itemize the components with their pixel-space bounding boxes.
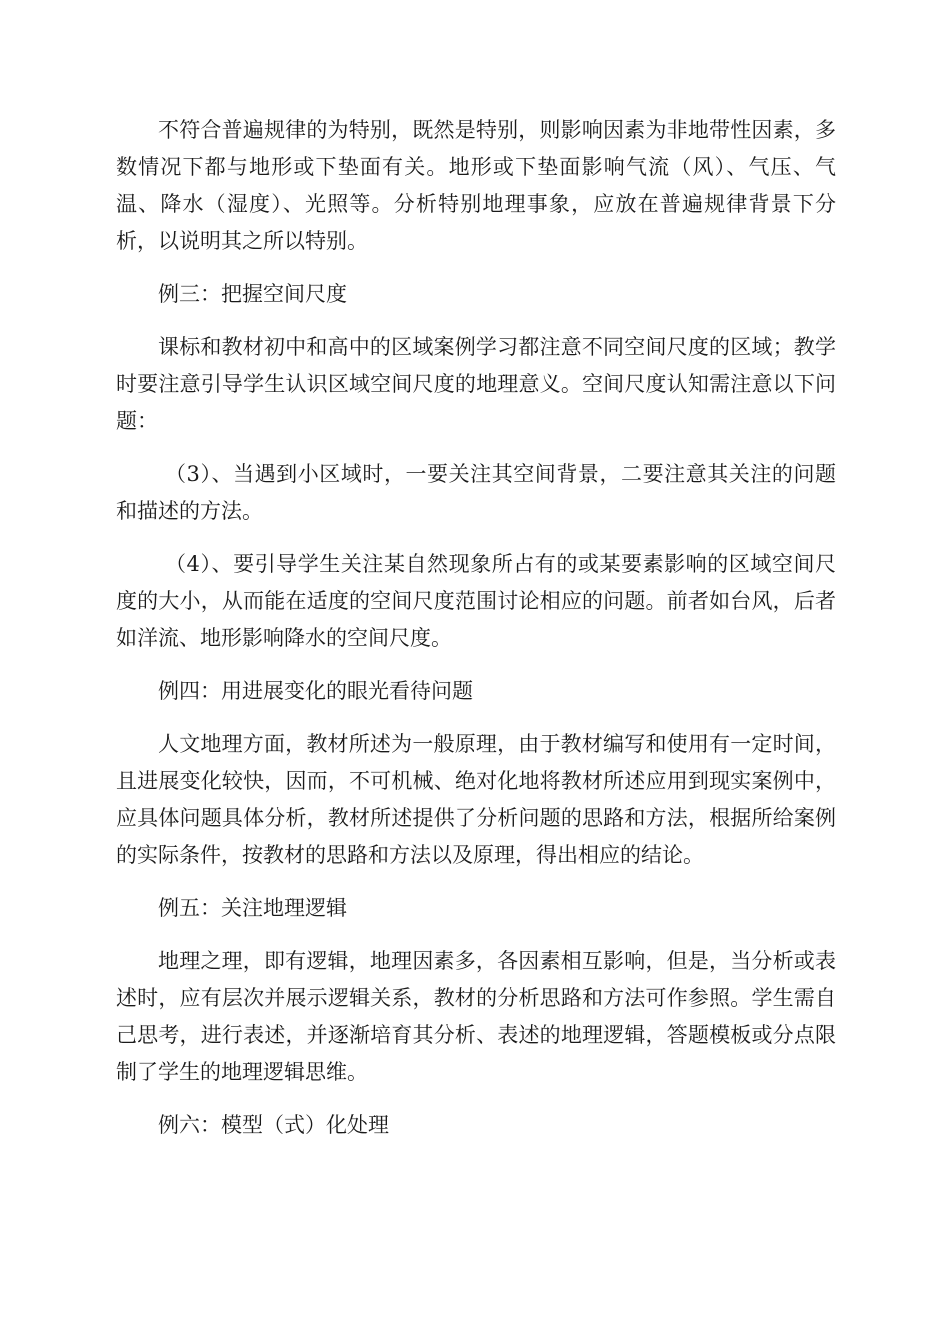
heading-example-4: 例四：用进展变化的眼光看待问题	[158, 679, 473, 703]
document-page	[116, 112, 836, 1144]
paragraph-geographic-logic: 地理之理，即有逻辑，地理因素多，各因素相互影响，但是，当分析或表述时，应有层次并展示逻辑关系，教材的分析思路和方法可作参照。学生需自己思考，进行表述，并逐渐培育其分析、表述的地理逻辑，答题模板或分点限制了学生的地理逻辑思维。	[116, 949, 836, 1084]
heading-example-3: 例三：把握空间尺度	[158, 282, 347, 306]
heading-example-6: 例六：模型（式）化处理	[158, 1113, 389, 1137]
paragraph-human-geography: 人文地理方面，教材所述为一般原理，由于教材编写和使用有一定时间，且进展变化较快，因而，不可机械、绝对化地将教材所述应用到现实案例中，应具体问题具体分析，教材所述提供了分析问题的思路和方法，根据所给案例的实际条件，按教材的思路和方法以及原理，得出相应的结论。	[116, 732, 836, 867]
list-item-3: （3）、当遇到小区域时，一要关注其空间背景，二要注意其关注的问题和描述的方法。	[116, 462, 836, 523]
paragraph-spatial-scale: 课标和教材初中和高中的区域案例学习都注意不同空间尺度的区域；教学时要注意引导学生认识区域空间尺度的地理意义。空间尺度认知需注意以下问题：	[116, 335, 836, 433]
list-item-4: （4）、要引导学生关注某自然现象所占有的或某要素影响的区域空间尺度的大小，从而能在适度的空间尺度范围讨论相应的问题。前者如台风，后者如洋流、地形影响降水的空间尺度。	[116, 552, 836, 650]
heading-example-5: 例五：关注地理逻辑	[158, 896, 347, 920]
paragraph-special-phenomena: 不符合普遍规律的为特别，既然是特别，则影响因素为非地带性因素，多数情况下都与地形或下垫面有关。地形或下垫面影响气流（风）、气压、气温、降水（湿度）、光照等。分析特别地理事象，应放在普遍规律背景下分析，以说明其之所以特别。	[116, 118, 836, 253]
